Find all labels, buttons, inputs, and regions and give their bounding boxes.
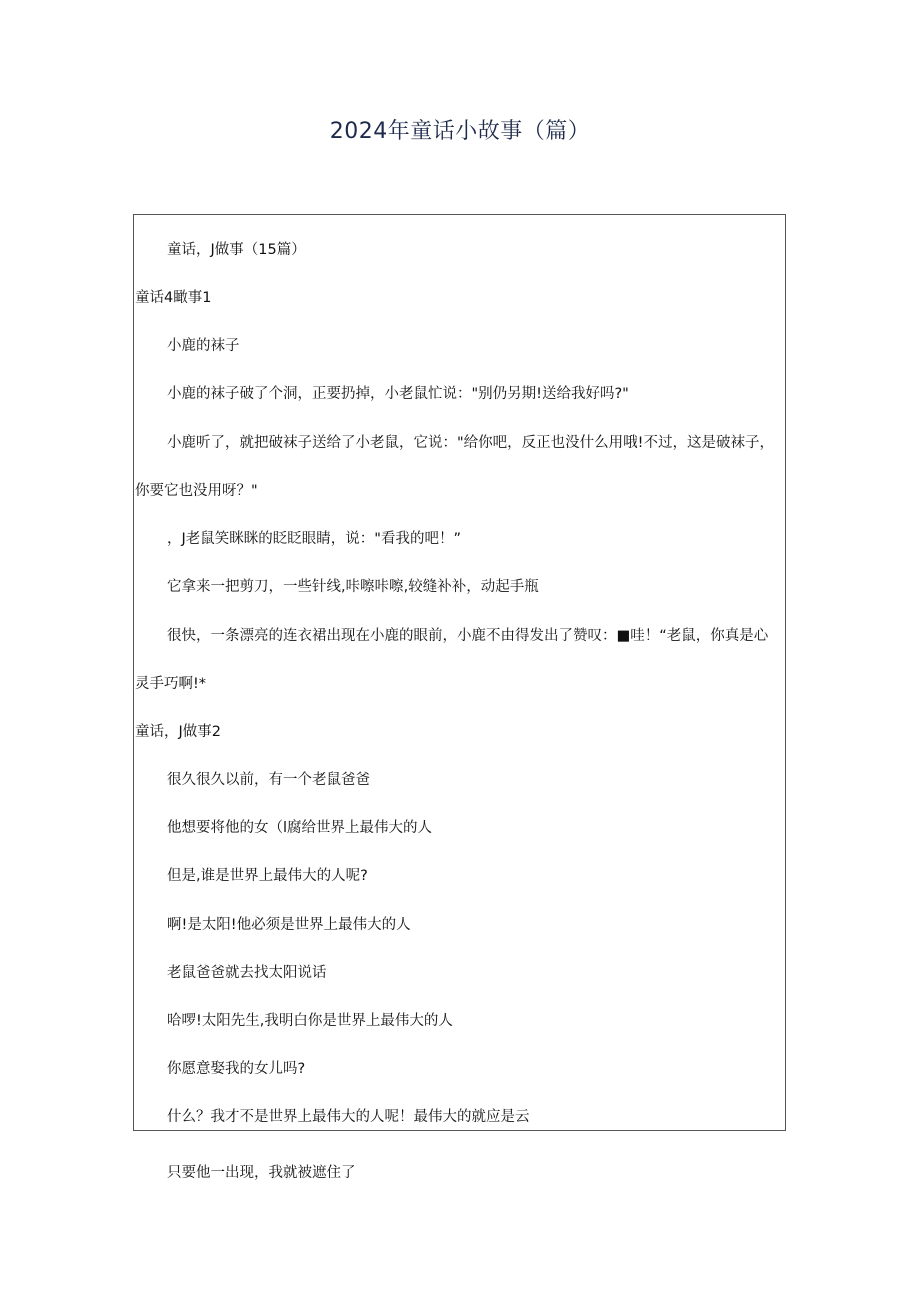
- paragraph: 但是,谁是世界上最伟大的人呢?: [167, 868, 368, 884]
- paragraph: 很久很久以前，有一个老鼠爸爸: [167, 772, 370, 788]
- paragraph: 他想要将他的女（l腐给世界上最伟大的人: [167, 820, 433, 836]
- paragraph: 什么？我才不是世界上最伟大的人呢！最伟大的就应是云: [167, 1109, 530, 1125]
- paragraph: 你愿意娶我的女儿吗?: [167, 1061, 306, 1077]
- document-title: 2024年童话小故事（篇）: [329, 119, 591, 144]
- story-1-heading: 童话4瞰事1: [135, 290, 212, 306]
- paragraph: 很快，一条漂亮的连衣裙出现在小鹿的眼前，小鹿不由得发出了赞叹：■哇！“老鼠，你真是心: [167, 628, 769, 644]
- story-collection-heading: 童话，J做事（15篇）: [167, 242, 306, 258]
- story-2-heading: 童话，J做事2: [135, 724, 222, 740]
- story-1-title: 小鹿的袜子: [167, 338, 240, 354]
- paragraph: ，J老鼠笑眯眯的眨眨眼睛，说："看我的吧！”: [167, 531, 461, 547]
- paragraph: 它拿来一把剪刀，一些针线,咔嚓咔嚓,较缝补补，动起手瓶: [167, 579, 539, 595]
- paragraph: 老鼠爸爸就去找太阳说话: [167, 965, 327, 981]
- paragraph: 哈啰!太阳先生,我明白你是世界上最伟大的人: [167, 1013, 453, 1029]
- paragraph-continuation: 你要它也没用呀？": [135, 483, 258, 499]
- paragraph: 小鹿的袜子破了个洞，正要扔掉，小老鼠忙说："别仍另期!送给我好吗?": [167, 386, 629, 402]
- paragraph: 只要他一出现，我就被遮住了: [167, 1165, 356, 1181]
- paragraph-continuation: 灵手巧啊!*: [135, 676, 207, 692]
- paragraph: 小鹿听了，就把破袜子送给了小老鼠，它说："给你吧，反正也没什么用哦!不过，这是破袜子，: [167, 435, 774, 451]
- paragraph: 啊!是太阳!他必须是世界上最伟大的人: [167, 917, 411, 933]
